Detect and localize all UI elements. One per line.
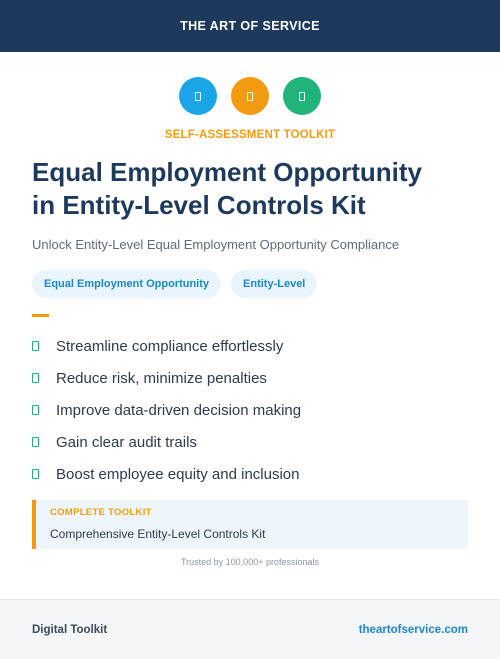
footer-website-link[interactable]: theartofservice.com <box>358 623 468 636</box>
footer <box>0 599 500 659</box>
benefit-item <box>32 426 472 458</box>
benefit-text: Reduce risk, minimize penalties <box>56 369 267 387</box>
benefit-text: Boost employee equity and inclusion <box>56 465 300 483</box>
document-icon <box>179 77 217 115</box>
kicker-label: SELF-ASSESSMENT TOOLKIT <box>164 129 336 141</box>
tag-equal-employment-opportunity: Equal Employment Opportunity <box>32 270 221 298</box>
icon-row <box>0 77 500 115</box>
checkbox-icon <box>32 341 39 351</box>
benefit-item <box>32 330 472 362</box>
toolkit-name: Comprehensive Entity-Level Controls Kit <box>50 527 266 541</box>
tag-entity-level: Entity-Level <box>231 270 317 298</box>
checkbox-icon <box>32 469 39 479</box>
brand-name: THE ART OF SERVICE <box>180 19 320 33</box>
accent-divider <box>32 314 49 317</box>
toolkit-callout <box>32 500 468 549</box>
benefit-text: Gain clear audit trails <box>56 433 197 451</box>
document-icon <box>231 77 269 115</box>
document-icon <box>283 77 321 115</box>
checkbox-icon <box>32 405 39 415</box>
benefit-list <box>32 330 472 490</box>
benefit-text: Streamline compliance effortlessly <box>56 337 284 355</box>
page-title <box>32 156 472 222</box>
top-banner <box>0 0 500 52</box>
benefit-text: Improve data-driven decision making <box>56 401 302 419</box>
subtitle: Unlock Entity-Level Equal Employment Opportunity Compliance <box>32 237 400 252</box>
benefit-item <box>32 394 472 426</box>
title-line-1: Equal Employment Opportunity <box>32 157 423 187</box>
benefit-item <box>32 458 472 490</box>
toolkit-label: COMPLETE TOOLKIT <box>50 507 152 518</box>
footer-product-type: Digital Toolkit <box>32 623 108 636</box>
title-line-2: in Entity-Level Controls Kit <box>32 190 366 220</box>
checkbox-icon <box>32 373 39 383</box>
checkbox-icon <box>32 437 39 447</box>
trusted-note: Trusted by 100,000+ professionals <box>180 557 319 567</box>
benefit-item <box>32 362 472 394</box>
tag-list <box>32 270 317 298</box>
